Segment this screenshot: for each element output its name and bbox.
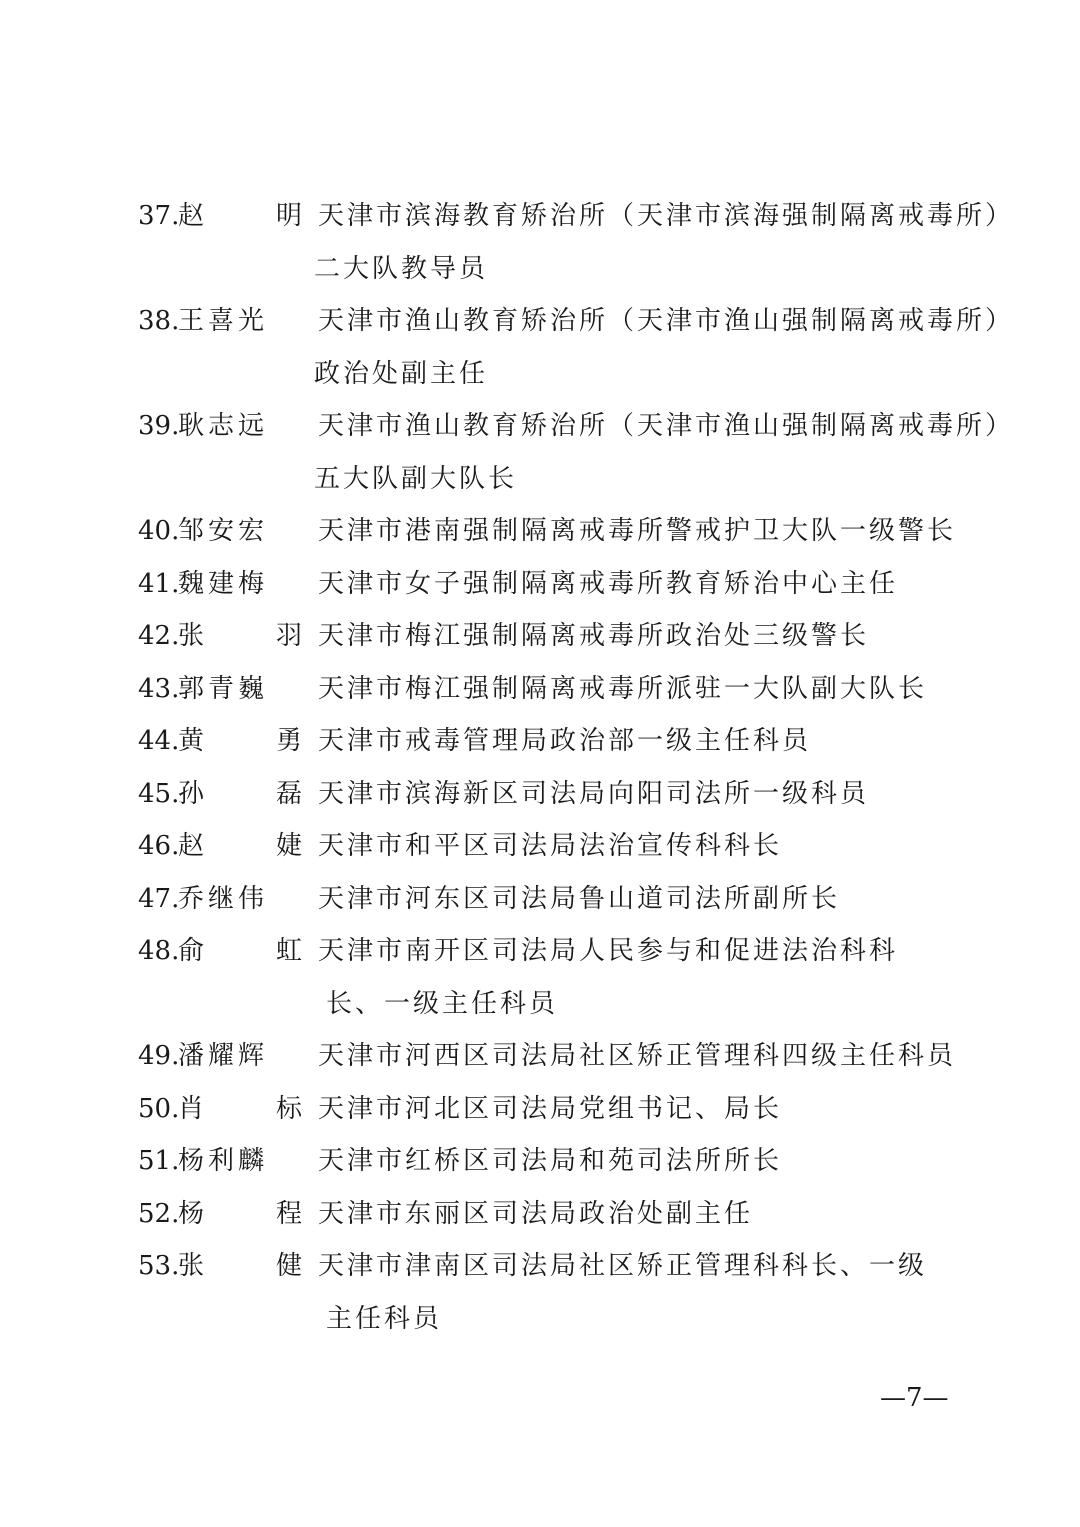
list-item — [138, 925, 1008, 1030]
entry-title-continued: 主任科员 — [326, 1303, 443, 1334]
entry-number: 52. — [138, 1198, 180, 1229]
entry-number: 51. — [138, 1146, 180, 1176]
entry-title: 天津市渔山教育矫治所（天津市渔山强制隔离戒毒所） — [318, 411, 1015, 441]
entry-name: 肖 标 — [178, 1093, 302, 1124]
list-item — [138, 663, 1008, 716]
list-item — [138, 1240, 1008, 1345]
entry-title: 天津市东丽区司法局政治处副主任 — [318, 1198, 754, 1229]
entry-number: 40. — [138, 516, 180, 546]
entry-number: 43. — [138, 673, 180, 704]
entry-name: 潘 耀 辉 — [178, 1041, 264, 1071]
entry-name: 杨 利 麟 — [178, 1146, 264, 1176]
entry-title: 天津市梅江强制隔离戒毒所政治处三级警长 — [318, 621, 870, 651]
list-item — [138, 190, 1015, 295]
list-item — [138, 715, 1008, 768]
entry-title-continued: 政治处副主任 — [314, 358, 489, 389]
entry-number: 42. — [138, 621, 180, 651]
entry-name: 俞 虹 — [178, 936, 302, 966]
entry-name: 乔 继 伟 — [178, 883, 264, 914]
list-item — [138, 295, 1015, 400]
entry-title: 天津市渔山教育矫治所（天津市渔山强制隔离戒毒所） — [318, 306, 1015, 336]
entry-title: 天津市滨海教育矫治所（天津市滨海强制隔离戒毒所） — [318, 201, 1015, 231]
list-item — [138, 1030, 1008, 1083]
entry-title: 天津市滨海新区司法局向阳司法所一级科员 — [318, 778, 870, 809]
entry-title: 天津市港南强制隔离戒毒所警戒护卫大队一级警长 — [318, 516, 957, 546]
entry-title: 天津市女子强制隔离戒毒所教育矫治中心主任 — [318, 568, 899, 599]
entry-number: 49. — [138, 1041, 180, 1071]
entry-number: 44. — [138, 726, 180, 756]
list-item — [138, 610, 1008, 663]
entry-number: 39. — [138, 411, 180, 441]
entry-title: 天津市津南区司法局社区矫正管理科科长、一级 — [318, 1251, 928, 1281]
entry-name: 赵 明 — [178, 201, 302, 231]
entry-number: 41. — [138, 568, 180, 599]
entry-number: 50. — [138, 1093, 180, 1124]
list-item — [138, 1083, 1008, 1136]
entry-name: 王 喜 光 — [178, 306, 264, 336]
entry-name: 邹 安 宏 — [178, 516, 264, 546]
entry-name: 张 健 — [178, 1251, 302, 1281]
entry-title: 天津市河北区司法局党组书记、局长 — [318, 1093, 783, 1124]
entry-name: 郭 青 巍 — [178, 673, 264, 704]
entry-title: 天津市河西区司法局社区矫正管理科四级主任科员 — [318, 1041, 957, 1071]
entry-title-continued: 五大队副大队长 — [314, 463, 518, 494]
entry-title: 天津市南开区司法局人民参与和促进法治科科 — [318, 936, 899, 966]
entry-name: 赵 婕 — [178, 831, 302, 861]
list-item — [138, 1135, 1008, 1188]
list-item — [138, 558, 1008, 611]
entry-name: 杨 程 — [178, 1198, 302, 1229]
list-item — [138, 400, 1015, 505]
entry-name: 黄 勇 — [178, 726, 302, 756]
entry-title: 天津市戒毒管理局政治部一级主任科员 — [318, 726, 812, 756]
page-number: —7— — [880, 1383, 949, 1413]
entry-number: 45. — [138, 778, 180, 809]
entry-title: 天津市和平区司法局法治宣传科科长 — [318, 831, 783, 861]
list-item — [138, 505, 1008, 558]
list-item — [138, 873, 1008, 926]
entry-title: 天津市河东区司法局鲁山道司法所副所长 — [318, 883, 841, 914]
entry-number: 47. — [138, 883, 180, 914]
entry-number: 53. — [138, 1251, 180, 1281]
entry-number: 46. — [138, 831, 180, 861]
entry-name: 张 羽 — [178, 621, 302, 651]
entry-name: 耿 志 远 — [178, 411, 264, 441]
award-list — [138, 190, 1015, 1345]
entry-title-continued: 长、一级主任科员 — [326, 988, 559, 1019]
list-item — [138, 1188, 1008, 1241]
list-item — [138, 820, 1008, 873]
entry-name: 魏 建 梅 — [178, 568, 264, 599]
entry-title: 天津市红桥区司法局和苑司法所所长 — [318, 1146, 783, 1176]
entry-name: 孙 磊 — [178, 778, 302, 809]
entry-number: 37. — [138, 201, 180, 231]
list-item — [138, 768, 1008, 821]
entry-title: 天津市梅江强制隔离戒毒所派驻一大队副大队长 — [318, 673, 928, 704]
entry-title-continued: 二大队教导员 — [314, 253, 489, 284]
entry-number: 38. — [138, 306, 180, 336]
entry-number: 48. — [138, 936, 180, 966]
